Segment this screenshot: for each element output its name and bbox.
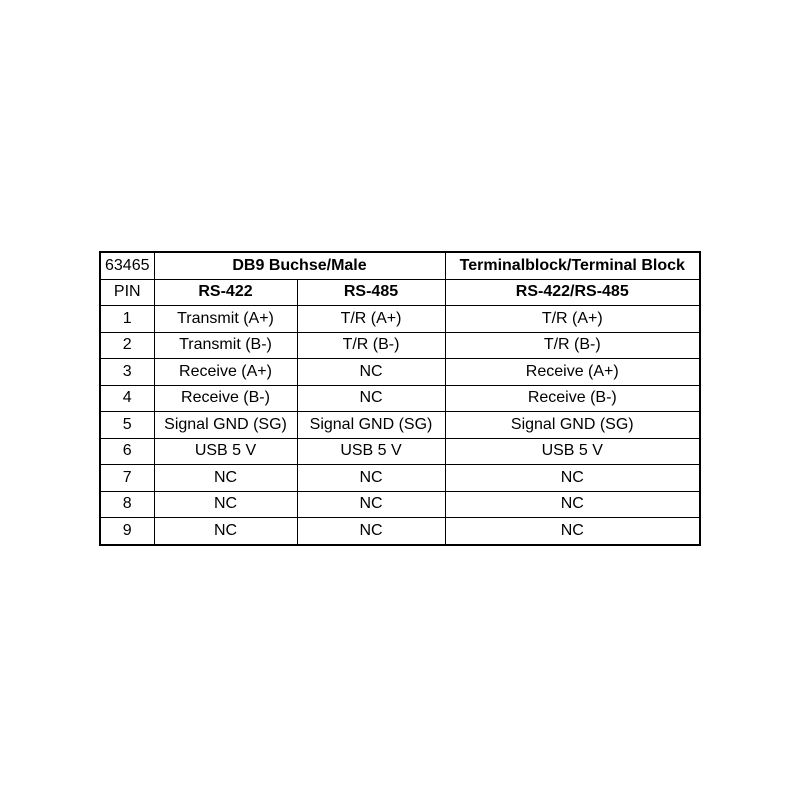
table-row (100, 518, 700, 545)
terminal-cell: T/R (B-) (445, 332, 700, 359)
rs485-cell: USB 5 V (297, 438, 445, 465)
table-row (100, 332, 700, 359)
rs422-cell: Transmit (B-) (154, 332, 297, 359)
rs485-cell: NC (297, 385, 445, 412)
terminal-group-header: Terminalblock/Terminal Block (445, 252, 700, 279)
pin-column-header: PIN (100, 279, 154, 306)
rs485-cell: Signal GND (SG) (297, 412, 445, 439)
terminal-cell: Signal GND (SG) (445, 412, 700, 439)
terminal-cell: T/R (A+) (445, 306, 700, 333)
table-id-cell: 63465 (100, 252, 154, 279)
terminal-cell: NC (445, 465, 700, 492)
terminal-cell: NC (445, 518, 700, 545)
terminal-cell: Receive (A+) (445, 359, 700, 386)
rs422-cell: USB 5 V (154, 438, 297, 465)
table-column-header-row (100, 279, 700, 306)
rs422-cell: NC (154, 518, 297, 545)
terminal-cell: Receive (B-) (445, 385, 700, 412)
rs422-cell: Receive (A+) (154, 359, 297, 386)
rs422-column-header: RS-422 (154, 279, 297, 306)
pin-number-cell: 6 (100, 438, 154, 465)
db9-group-header: DB9 Buchse/Male (154, 252, 445, 279)
pin-number-cell: 9 (100, 518, 154, 545)
pin-number-cell: 4 (100, 385, 154, 412)
table-row (100, 491, 700, 518)
pin-number-cell: 8 (100, 491, 154, 518)
pin-number-cell: 7 (100, 465, 154, 492)
rs422-cell: Signal GND (SG) (154, 412, 297, 439)
rs485-cell: T/R (B-) (297, 332, 445, 359)
terminal-cell: NC (445, 491, 700, 518)
table-row (100, 359, 700, 386)
rs485-cell: T/R (A+) (297, 306, 445, 333)
rs485-cell: NC (297, 491, 445, 518)
pin-number-cell: 2 (100, 332, 154, 359)
table-group-header-row (100, 252, 700, 279)
rs485-cell: NC (297, 465, 445, 492)
rs485-cell: NC (297, 518, 445, 545)
table-row (100, 306, 700, 333)
pin-number-cell: 5 (100, 412, 154, 439)
rs485-column-header: RS-485 (297, 279, 445, 306)
pin-number-cell: 3 (100, 359, 154, 386)
table-row (100, 438, 700, 465)
table-row (100, 465, 700, 492)
pinout-table-body (100, 252, 700, 545)
rs422-cell: Receive (B-) (154, 385, 297, 412)
rs422-cell: NC (154, 465, 297, 492)
rs422-cell: Transmit (A+) (154, 306, 297, 333)
pin-number-cell: 1 (100, 306, 154, 333)
rs422-cell: NC (154, 491, 297, 518)
terminal-column-header: RS-422/RS-485 (445, 279, 700, 306)
rs485-cell: NC (297, 359, 445, 386)
terminal-cell: USB 5 V (445, 438, 700, 465)
pinout-table (99, 251, 701, 546)
table-row (100, 385, 700, 412)
table-row (100, 412, 700, 439)
